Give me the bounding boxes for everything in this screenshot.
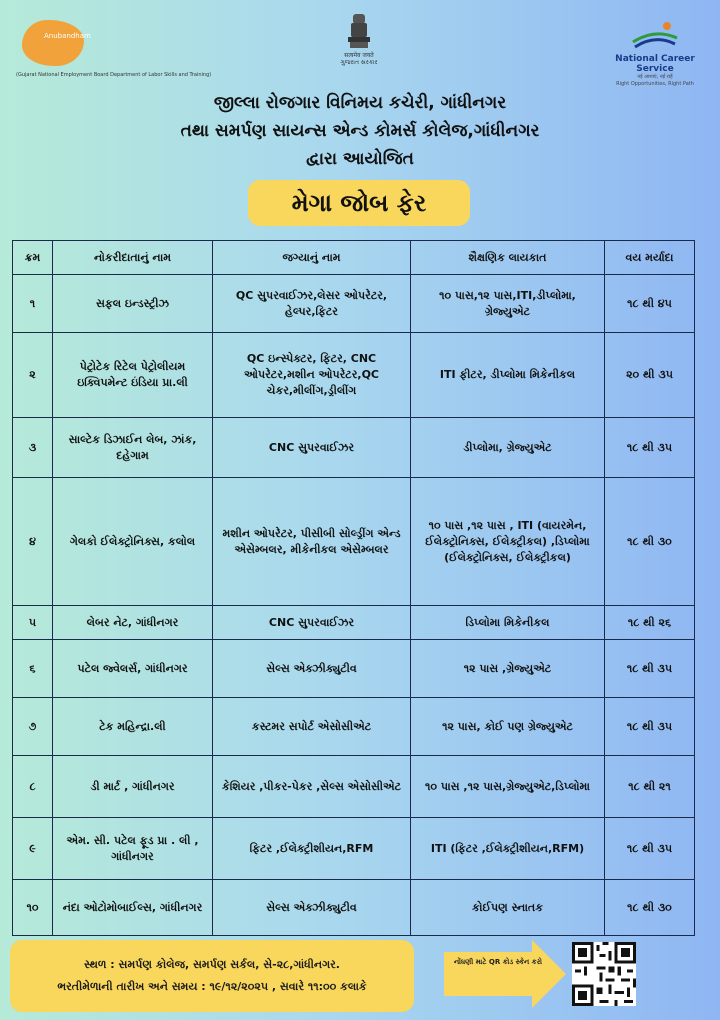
- ashoka-emblem-icon: [344, 12, 374, 52]
- table-row: [13, 275, 695, 333]
- cell-post: સેલ્સ એક્ઝીક્યુટીવ: [213, 880, 411, 936]
- col-header-qualification: શૈક્ષણિક લાયકાત: [411, 241, 605, 275]
- cell-no: ૨: [13, 333, 53, 418]
- cell-age: ૨૦ થી ૩૫: [605, 333, 695, 418]
- table-row: [13, 640, 695, 698]
- cell-age: ૧૮ થી ૩૫: [605, 640, 695, 698]
- ncs-tagline: Right Opportunities, Right Path: [616, 81, 694, 87]
- cell-qualification: ૧૨ પાસ, કોઈ પણ ગ્રેજ્યુએટ: [411, 698, 605, 756]
- cell-employer: સફલ ઇન્ડસ્ટ્રીઝ: [53, 275, 213, 333]
- table-row: [13, 333, 695, 418]
- anubandham-logo: [16, 14, 212, 84]
- cell-qualification: કોઈપણ સ્નાતક: [411, 880, 605, 936]
- qr-code-icon: [572, 942, 636, 1006]
- cell-age: ૧૮ થી ૪૫: [605, 275, 695, 333]
- cell-post: QC ઇન્સ્પેક્ટર, ફિટર, CNC ઓપરેટર,મશીન ઓપરેટર,QC ચેકર,મીલીંગ,ડ્રીલીંગ: [213, 333, 411, 418]
- cell-qualification: ૧૦ પાસ ,૧૨ પાસ,ગ્રેજ્યુએટ,ડિપ્લોમા: [411, 756, 605, 818]
- cell-qualification: ૧૨ પાસ ,ગ્રેજ્યુએટ: [411, 640, 605, 698]
- cell-employer: ડી માર્ટ , ગાંધીનગર: [53, 756, 213, 818]
- emblem-govt: ગુજરાત સરકાર: [340, 59, 378, 66]
- cell-qualification: ડીપ્લોમા, ગ્રેજ્યુએટ: [411, 418, 605, 478]
- venue-footer: [10, 940, 414, 1012]
- cell-employer: ગેલકો ઈલેક્ટ્રોનિક્સ, કલોલ: [53, 478, 213, 606]
- cell-employer: પટેલ જ્વેલર્સ, ગાંધીનગર: [53, 640, 213, 698]
- col-header-age: વય મર્યાદા: [605, 241, 695, 275]
- registration-qr-code[interactable]: [572, 942, 636, 1006]
- table-row: [13, 418, 695, 478]
- cell-no: ૯: [13, 818, 53, 880]
- date-time-text: ભરતીમેળાની તારીખ અને સમય : ૧૯/૧૨/૨૦૨૫ , સવારે ૧૧:૦૦ કલાકે: [57, 980, 367, 993]
- cell-no: ૩: [13, 418, 53, 478]
- col-header-post: જગ્યાનું નામ: [213, 241, 411, 275]
- ncs-logo: [600, 20, 710, 88]
- table-row: [13, 880, 695, 936]
- cell-employer: ટેક મહિન્દ્રા.લી: [53, 698, 213, 756]
- cell-age: ૧૮ થી ૩૫: [605, 698, 695, 756]
- table-row: [13, 756, 695, 818]
- cell-employer: સાલ્ટેક ડિઝાઈન લેબ, ઝાંક, દહેગામ: [53, 418, 213, 478]
- col-header-employer: નોકરીદાતાનું નામ: [53, 241, 213, 275]
- cell-post: કસ્ટમર સપોર્ટ એસોસીએટ: [213, 698, 411, 756]
- cell-employer: નંદા ઓટોમોબાઈલ્સ, ગાંધીનગર: [53, 880, 213, 936]
- cell-post: સેલ્સ એક્ઝીક્યુટીવ: [213, 640, 411, 698]
- state-emblem: [336, 12, 382, 70]
- header-line-3: દ્વારા આયોજિત: [306, 149, 414, 169]
- table-header-row: [13, 241, 695, 275]
- cell-employer: એમ. સી. પટેલ ફૂડ પ્રા . લી , ગાંધીનગર: [53, 818, 213, 880]
- cell-post: CNC સુપરવાઈઝર: [213, 418, 411, 478]
- cell-no: ૭: [13, 698, 53, 756]
- qr-note: નોંધણી માટે QR કોડ સ્કેન કરો: [454, 958, 542, 966]
- cell-qualification: ૧૦ પાસ,૧૨ પાસ,ITI,ડીપ્લોમા, ગ્રેજ્યુએટ: [411, 275, 605, 333]
- header-line-2: તથા સમર્પણ સાયન્સ એન્ડ કોમર્સ કોલેજ,ગાંધીનગર: [180, 121, 540, 141]
- jobs-table: [12, 240, 695, 936]
- cell-no: ૮: [13, 756, 53, 818]
- col-header-no: ક્રમ: [13, 241, 53, 275]
- cell-post: QC સુપરવાઈઝર,લેસર ઓપરેટર, હેલ્પર,ફિટર: [213, 275, 411, 333]
- table-row: [13, 606, 695, 640]
- ncs-swoosh-icon: [627, 20, 683, 50]
- ncs-title: National Career Service: [615, 54, 695, 74]
- cell-no: ૧૦: [13, 880, 53, 936]
- cell-employer: પેટ્રોટેક રિટેલ પેટ્રોલીયમ ઇક્વિપમેન્ટ ઇંડિયા પ્રા.લી: [53, 333, 213, 418]
- mega-job-fair-banner: મેગા જોબ ફેર: [248, 180, 470, 226]
- arrow-right-icon: [444, 940, 568, 1008]
- cell-qualification: ડિપ્લોમા મિકેનીકલ: [411, 606, 605, 640]
- emblem-motto: सत्यमेव जयते: [344, 52, 374, 59]
- cell-age: ૧૮ થી ૨૧: [605, 756, 695, 818]
- cell-qualification: ૧૦ પાસ ,૧૨ પાસ , ITI (વાયરમેન, ઈલેક્ટ્રોનિક્સ, ઈલેક્ટ્રીકલ) ,ડિપ્લોમા (ઈલેક્ટ્રોનિક્સ, ઈલેક્ટ્રીકલ): [411, 478, 605, 606]
- logo-map-text: Anubandham: [44, 32, 91, 40]
- cell-post: CNC સુપરવાઈઝર: [213, 606, 411, 640]
- cell-age: ૧૮ થી ૩૦: [605, 478, 695, 606]
- table-row: [13, 698, 695, 756]
- table-row: [13, 478, 695, 606]
- logo-tagline: (Gujarat National Employment Board Department of Labor Skills and Training): [16, 72, 212, 78]
- cell-age: ૧૮ થી ૨૬: [605, 606, 695, 640]
- cell-no: ૪: [13, 478, 53, 606]
- cell-age: ૧૮ થી ૩૦: [605, 880, 695, 936]
- table-row: [13, 818, 695, 880]
- cell-age: ૧૮ થી ૩૫: [605, 818, 695, 880]
- qr-arrow: [444, 940, 568, 1008]
- cell-qualification: ITI ફીટર, ડીપ્લોમા મિકેનીકલ: [411, 333, 605, 418]
- cell-employer: લેબર નેટ, ગાંધીનગર: [53, 606, 213, 640]
- ncs-hindi: नई आशाएं, नई राहें: [637, 74, 673, 80]
- gujarat-map-icon: [22, 20, 84, 66]
- cell-age: ૧૮ થી ૩૫: [605, 418, 695, 478]
- cell-no: ૬: [13, 640, 53, 698]
- cell-no: ૫: [13, 606, 53, 640]
- cell-qualification: ITI (ફિટર ,ઈલેક્ટ્રીશીયન,RFM): [411, 818, 605, 880]
- venue-text: સ્થળ : સમર્પણ કોલેજ, સમર્પણ સર્કલ, સે-૨૮,ગાંધીનગર.: [84, 958, 340, 971]
- cell-post: ફિટર ,ઈલેક્ટ્રીશીયન,RFM: [213, 818, 411, 880]
- cell-no: ૧: [13, 275, 53, 333]
- cell-post: મશીન ઓપરેટર, પીસીબી સોલ્ડ્રીંગ એન્ડ એસેમ્બલર, મીકેનીકલ એસેમ્બલર: [213, 478, 411, 606]
- header-line-1: જીલ્લા રોજગાર વિનિમય કચેરી, ગાંધીનગર: [213, 93, 507, 113]
- cell-post: કેશિયર ,પીકર-પેકર ,સેલ્સ એસોસીએટ: [213, 756, 411, 818]
